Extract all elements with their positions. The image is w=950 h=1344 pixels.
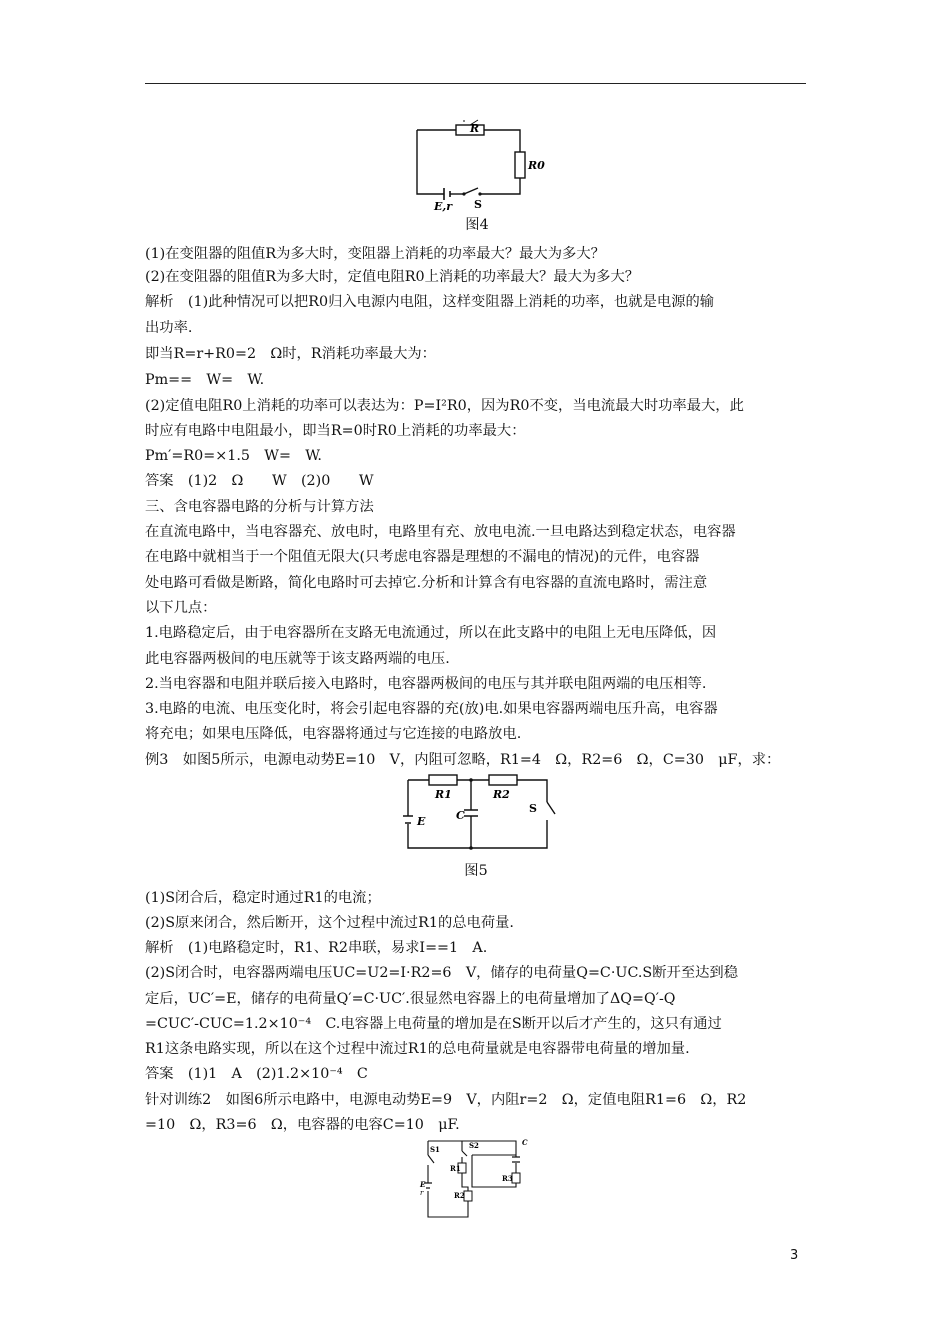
resistor-r3 bbox=[512, 1173, 520, 1183]
figure-5-circuit bbox=[405, 772, 555, 854]
text-line: (1)S闭合后，稳定时通过R1的电流； bbox=[145, 890, 381, 906]
switch-s bbox=[464, 188, 478, 194]
section-heading: 三、含电容器电路的分析与计算方法 bbox=[145, 499, 374, 515]
text-line: R1这条电路实现，所以在这个过程中流过R1的总电荷量就是电容器带电荷量的增加量. bbox=[145, 1041, 690, 1057]
text-line: Pm′=R0=×1.5 W= W. bbox=[145, 448, 322, 464]
example-heading: 例3 如图5所示，电源电动势E=10 V，内阻可忽略，R1=4 Ω，R2=6 Ω，C=30 μF，求： bbox=[145, 752, 781, 768]
text-line: 将充电；如果电压降低，电容器将通过与它连接的电路放电. bbox=[145, 726, 522, 742]
figure-4-caption: 图4 bbox=[465, 217, 489, 233]
text-line: 此电容器两极间的电压就等于该支路两端的电压. bbox=[145, 651, 450, 667]
label-e: E bbox=[417, 815, 426, 828]
text-line: 答案 (1)1 A (2)1.2×10⁻⁴ C bbox=[145, 1066, 368, 1082]
figure-6-circuit bbox=[412, 1135, 530, 1220]
battery-symbol bbox=[444, 188, 450, 200]
resistor-r1 bbox=[429, 775, 457, 785]
text-line: (2)在变阻器的阻值R为多大时，定值电阻R0上消耗的功率最大？最大为多大？ bbox=[145, 269, 640, 285]
text-line: 以下几点： bbox=[145, 600, 217, 616]
resistor-r2 bbox=[464, 1191, 472, 1201]
page-number: 3 bbox=[790, 1248, 799, 1263]
text-line: 3.电路的电流、电压变化时，将会引起电容器的充(放)电.如果电容器两端电压升高，电容器 bbox=[145, 701, 718, 717]
text-line: 在电路中就相当于一个阻值无限大(只考虑电容器是理想的不漏电的情况)的元件，电容器 bbox=[145, 549, 700, 565]
text-line: 1.电路稳定后，由于电容器所在支路无电流通过，所以在此支路中的电阻上无电压降低，因 bbox=[145, 625, 717, 641]
label-r3: R3 bbox=[502, 1174, 513, 1183]
text-line: 解析 (1)此种情况可以把R0归入电源内电阻，这样变阻器上消耗的功率，也就是电源的输 bbox=[145, 294, 715, 310]
label-er: E,r bbox=[434, 200, 453, 213]
text-line: 2.当电容器和电阻并联后接入电路时，电容器两极间的电压与其并联电阻两端的电压相等. bbox=[145, 676, 707, 692]
text-line: 解析 (1)电路稳定时，R1、R2串联，易求I==1 A. bbox=[145, 940, 488, 956]
text-line: 出功率. bbox=[145, 320, 193, 336]
text-line: =10 Ω，R3=6 Ω，电容器的电容C=10 μF. bbox=[145, 1117, 460, 1133]
label-c: C bbox=[456, 809, 465, 822]
figure-4-circuit bbox=[412, 122, 545, 213]
text-line: (2)S闭合时，电容器两端电压UC=U2=I·R2=6 V，储存的电荷量Q=C·UC.S断开至达到稳 bbox=[145, 965, 739, 981]
resistor-r0 bbox=[515, 152, 525, 178]
label-r2: R2 bbox=[454, 1191, 465, 1200]
label-e: E bbox=[420, 1180, 426, 1189]
text-line: 即当R=r+R0=2 Ω时，R消耗功率最大为： bbox=[145, 346, 436, 362]
label-c: C bbox=[522, 1138, 528, 1147]
text-line: =CUC′-CUC=1.2×10⁻⁴ C.电容器上电荷量的增加是在S断开以后才产生的，这只有通过 bbox=[145, 1016, 722, 1032]
text-line: 在直流电路中，当电容器充、放电时，电路里有充、放电电流.一旦电路达到稳定状态，电容器 bbox=[145, 524, 736, 540]
text-line: 定后，UC′=E，储存的电荷量Q′=C·UC′.很显然电容器上的电荷量增加了ΔQ=Q′-Q bbox=[145, 991, 676, 1007]
header-rule bbox=[145, 83, 806, 84]
label-r1: R1 bbox=[450, 1164, 461, 1173]
text-line: 时应有电路中电阻最小，即当R=0时R0上消耗的功率最大： bbox=[145, 423, 526, 439]
label-r: r bbox=[420, 1189, 424, 1197]
label-r0: R0 bbox=[528, 159, 545, 172]
figure-5-caption: 图5 bbox=[464, 863, 488, 879]
text-line: (2)定值电阻R0上消耗的功率可以表达为：P=I²R0，因为R0不变，当电流最大时功率最大，此 bbox=[145, 398, 744, 414]
text-line: (1)在变阻器的阻值R为多大时，变阻器上消耗的功率最大？最大为多大？ bbox=[145, 246, 605, 262]
label-s1: S1 bbox=[430, 1145, 440, 1154]
label-s: S bbox=[474, 198, 482, 211]
switch-s2 bbox=[462, 1151, 467, 1156]
label-r1: R1 bbox=[435, 788, 452, 801]
label-r: R bbox=[470, 122, 480, 135]
capacitor-symbol bbox=[512, 1157, 520, 1162]
text-line: (2)S原来闭合，然后断开，这个过程中流过R1的总电荷量. bbox=[145, 915, 514, 931]
battery-symbol bbox=[403, 816, 413, 823]
capacitor-symbol bbox=[464, 810, 478, 816]
resistor-r2 bbox=[489, 775, 517, 785]
text-line: 处电路可看做是断路，简化电路时可去掉它.分析和计算含有电容器的直流电路时，需注意 bbox=[145, 575, 708, 591]
text-line: 答案 (1)2 Ω W (2)0 W bbox=[145, 473, 374, 489]
text-line: Pm== W= W. bbox=[145, 372, 265, 388]
text-line: 针对训练2 如图6所示电路中，电源电动势E=9 V，内阻r=2 Ω，定值电阻R1=6 Ω，R2 bbox=[145, 1092, 747, 1108]
label-r2: R2 bbox=[493, 788, 510, 801]
label-s: S bbox=[529, 802, 537, 815]
switch-s1 bbox=[428, 1155, 434, 1163]
switch-s bbox=[547, 802, 555, 814]
label-s2: S2 bbox=[469, 1141, 479, 1150]
